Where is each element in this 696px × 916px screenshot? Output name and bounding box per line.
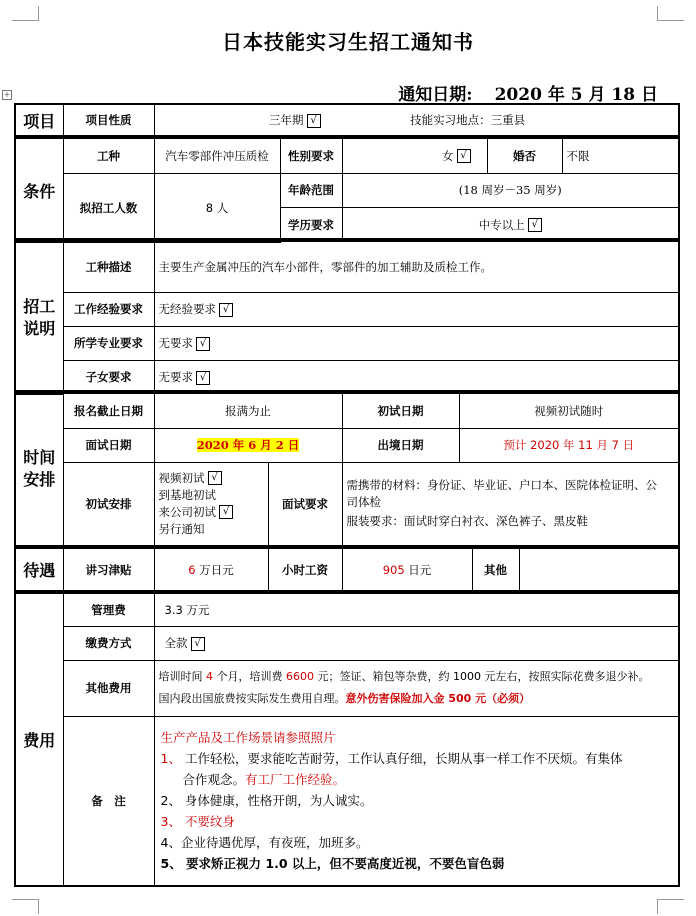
conditions-header: 条件 [16, 139, 63, 242]
training-months: 4 [206, 670, 213, 683]
note-4: 4、企业待遇优厚，有夜班，加班多。 [160, 835, 369, 851]
first-interview-value: 视频初试随时 [459, 394, 678, 428]
arrangement-label: 初试安排 [63, 462, 154, 545]
major-check-icon: √ [196, 337, 210, 351]
gender-value [342, 139, 487, 173]
deadline-label: 报名截止日期 [63, 394, 154, 428]
note-1-number: 1、 [160, 751, 181, 767]
fees-section [14, 592, 680, 887]
schedule-header-text: 时间安排 [23, 448, 56, 490]
gender-text: 女 [442, 148, 454, 163]
insurance-note: 意外伤害保险加入金 500 元（必须） [345, 692, 531, 705]
other-fees-label: 其他费用 [63, 660, 154, 716]
job-desc-value: 主要生产金属冲压的汽车小部件，零部件的加工辅助及质检工作。 [154, 242, 678, 292]
project-duration: 三年期 [269, 113, 304, 127]
notice-date [398, 80, 658, 105]
payment-method-label: 缴费方式 [63, 626, 154, 660]
experience-check-icon: √ [219, 303, 233, 317]
note-1-continued [161, 769, 675, 790]
exit-date-label: 出境日期 [342, 428, 459, 462]
arrangement-options [154, 462, 268, 545]
experience-value [154, 292, 678, 326]
duration-check-icon: √ [307, 114, 321, 128]
major-label: 所学专业要求 [63, 326, 154, 360]
training-duration-label: 培训时间 [158, 670, 203, 683]
corner-mark-bottom-right [657, 899, 684, 914]
project-header: 项目 [16, 105, 63, 135]
notes-title: 生产产品及工作场景请参照照片 [160, 730, 336, 746]
interview-req-value [342, 462, 678, 545]
education-check-icon: √ [528, 218, 542, 232]
other-benefit-label: 其他 [472, 549, 519, 590]
education-text: 中专以上 [478, 217, 525, 232]
arrangement-option-notice: 另行通知 [158, 521, 205, 536]
note-5: 5、 要求矫正视力 1.0 以上，但不要高度近视，不要色盲色弱 [160, 856, 505, 872]
notice-date-value: 2020 年 5 月 18 日 [494, 85, 658, 105]
children-label: 子女要求 [63, 360, 154, 394]
children-value [154, 360, 678, 394]
payment-method-value [154, 626, 678, 660]
arrangement-option-label: 视频初试 [158, 470, 205, 485]
hourly-unit: 日元 [408, 562, 432, 577]
video-check-icon: √ [208, 471, 222, 485]
marriage-value: 不限 [562, 139, 678, 173]
table-move-handle-icon[interactable]: + [3, 90, 11, 99]
interview-req-line: 需携带的材料：身份证、毕业证、户口本、医院体检证明、公 [346, 478, 657, 493]
experience-label: 工作经验要求 [63, 292, 154, 326]
subsidy-value [154, 549, 268, 590]
age-value: (18 周岁－35 周岁) [342, 173, 678, 207]
note-2: 2、 身体健康，性格开朗，为人诚实。 [160, 793, 373, 809]
management-fee-label: 管理费 [63, 594, 154, 626]
gender-label: 性别要求 [280, 139, 342, 173]
subsidy-label: 讲习津贴 [63, 549, 154, 590]
headcount-label: 拟招工人数 [63, 173, 154, 242]
hourly-value [342, 549, 472, 590]
children-check-icon: √ [196, 371, 210, 385]
job-type-label: 工种 [63, 139, 154, 173]
project-section [14, 103, 680, 137]
major-value [154, 326, 678, 360]
schedule-section [14, 392, 680, 547]
experience-text: 无经验要求 [158, 302, 216, 316]
major-text: 无要求 [158, 336, 193, 350]
other-fees-value [154, 660, 678, 716]
education-value [342, 207, 678, 242]
company-check-icon: √ [219, 505, 233, 519]
headcount-value: 8 人 [154, 173, 280, 242]
interview-req-line: 服装要求：面试时穿白衬衣、深色裤子、黑皮鞋 [346, 514, 588, 529]
subsidy-unit: 万日元 [199, 562, 234, 577]
note-3: 3、 不要纹身 [160, 814, 235, 830]
note-1-text: 工作轻松，要求能吃苦耐劳，工作认真仔细，长期从事一样工作不厌烦。有集体 [184, 751, 623, 767]
misc-fees: 元；签证、箱包等杂费，约 1000 元左右，按照实际花费多退少补。 [317, 670, 650, 683]
note-1-experience: 有工厂工作经验。 [245, 772, 346, 788]
other-benefit-value [519, 549, 678, 590]
recruit-header-text: 招工说明 [23, 296, 56, 338]
interview-req-line: 司体检 [346, 495, 381, 510]
fees-header: 费用 [16, 594, 63, 885]
notes-value [154, 716, 678, 885]
document-title: 日本技能实习生招工通知书 [222, 30, 474, 54]
travel-cost: 国内段出国旅费按实际发生费用自理。 [158, 692, 346, 705]
conditions-section [14, 137, 680, 240]
other-fees-line-2 [159, 688, 675, 710]
corner-mark-top-left [12, 6, 39, 21]
project-location: 技能实习地点：三重县 [410, 113, 526, 127]
first-interview-label: 初试日期 [342, 394, 459, 428]
arrangement-option-company [159, 504, 264, 521]
job-desc-label: 工种描述 [63, 242, 154, 292]
children-text: 无要求 [158, 370, 193, 385]
other-fees-line-1 [159, 666, 675, 688]
notice-date-label: 通知日期: [398, 85, 473, 105]
interview-date-label: 面试日期 [63, 428, 154, 462]
arrangement-option-video [159, 470, 264, 487]
hourly-label: 小时工资 [268, 549, 342, 590]
training-fee: 6600 [286, 670, 314, 683]
schedule-header [16, 394, 63, 545]
age-label: 年龄范围 [280, 173, 342, 207]
payment-check-icon: √ [191, 637, 205, 651]
management-fee-value: 3.3 万元 [154, 594, 678, 626]
gender-check-icon: √ [457, 149, 471, 163]
corner-mark-bottom-left [12, 899, 39, 914]
arrangement-option-label: 来公司初试 [158, 504, 216, 519]
recruit-section [14, 240, 680, 392]
education-label: 学历要求 [280, 207, 342, 242]
corner-mark-top-right [657, 6, 684, 21]
recruit-header [16, 242, 63, 394]
arrangement-option-base: 到基地初试 [158, 487, 216, 502]
interview-date-cell [154, 428, 342, 462]
marriage-label: 婚否 [487, 139, 562, 173]
pay-section [14, 547, 680, 592]
subsidy-amount: 6 [188, 562, 196, 577]
pay-header: 待遇 [16, 549, 63, 590]
note-1-text-cont: 合作观念。 [182, 772, 246, 788]
payment-method-text: 全款 [164, 636, 188, 650]
interview-req-label: 面试要求 [268, 462, 342, 545]
exit-date-value: 预计 2020 年 11 月 7 日 [459, 428, 678, 462]
notes-label: 备 注 [63, 716, 154, 885]
deadline-value: 报满为止 [154, 394, 342, 428]
interview-date-value: 2020 年 6 月 2 日 [196, 438, 300, 452]
project-nature-label: 项目性质 [63, 105, 154, 135]
project-nature-value [154, 105, 678, 135]
note-1 [161, 748, 675, 769]
job-type-value: 汽车零部件冲压质检 [154, 139, 280, 173]
training-fee-label: 个月，培训费 [216, 670, 283, 683]
hourly-amount: 905 [382, 562, 405, 577]
